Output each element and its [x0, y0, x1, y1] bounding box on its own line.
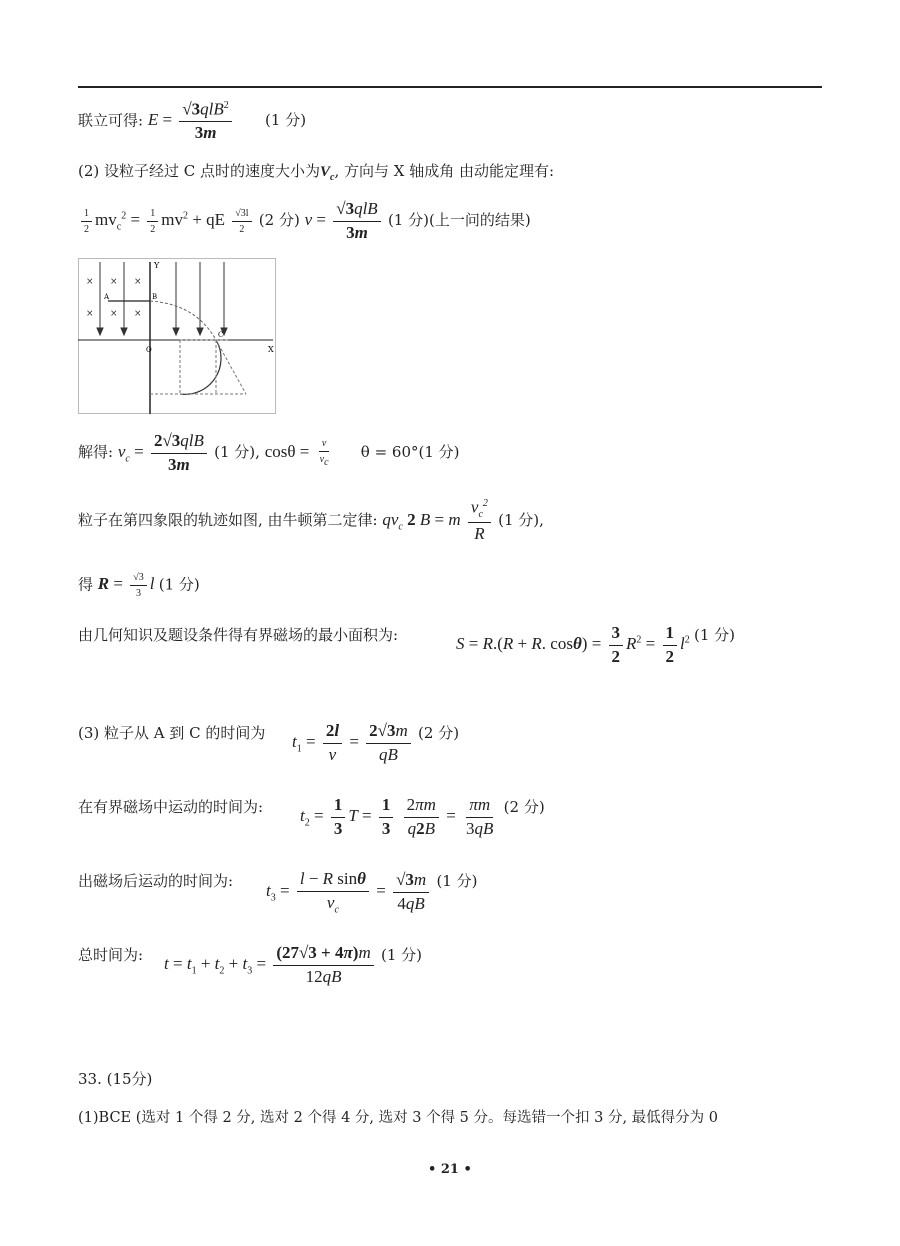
trajectory-figure — [78, 258, 278, 414]
x-label: X — [268, 345, 274, 354]
svg-text:×: × — [134, 309, 142, 319]
score-2a: (2 分) — [258, 211, 300, 230]
q33-answer: (1)BCE (选对 1 个得 2 分, 选对 2 个得 4 分, 选对 3 个得 5 分。每选错一个扣 3 分, 最低得分为 0 — [78, 1110, 719, 1126]
part3-text: (3) 粒子从 A 到 C 的时间为 — [78, 724, 266, 742]
page-number: • 21 • — [428, 1162, 472, 1177]
t2-text: 在有界磁场中运动的时间为: — [78, 798, 264, 816]
orbit-text: 粒子在第四象限的轨迹如图, 由牛顿第二定律: — [78, 510, 378, 529]
formula-t2: $t_2$ = $\frac{1}{3}$ T = $\frac{1}{3}$ $\frac{2\pi m}{q2B}$ = $\frac{\pi m}{3qB}$ — [300, 795, 494, 838]
area-text: 由几何知识及题设条件得有界磁场的最小面积为: — [78, 626, 399, 644]
formula-newton: $qv_c$ 2 B = m $\frac{v_c^2}{R}$ — [382, 510, 498, 529]
score-1: (1 分) — [265, 111, 307, 130]
vc-sub: c — [330, 172, 335, 183]
part2-text: (2) 设粒子经过 C 点时的速度大小为 — [78, 162, 321, 180]
b-label: B — [152, 293, 158, 301]
score-t2: (2 分) — [503, 798, 545, 816]
formula-total: $t = t_1 + t_2 + t_3$ = $\frac{(27√3 + 4\pi)m}{12qB}$ — [164, 954, 381, 973]
formula-v: v = $\frac{\text{√3qlB}}{3m}$ — [305, 210, 388, 229]
part2-intro — [78, 160, 554, 183]
area-formula-line — [456, 624, 735, 666]
radius-line — [78, 572, 200, 599]
svg-text:×: × — [86, 277, 94, 287]
total-text-line — [78, 944, 143, 965]
score-orbit: (1 分), — [498, 510, 544, 529]
t2-text-line — [78, 796, 263, 817]
formula-vc: $v_c$ = $\frac{\text{2√3qlB}}{3m}$ — [118, 442, 214, 461]
formula-cos: cosθ = $\frac{v}{v_c}$ — [264, 438, 329, 469]
t2-formula-line — [300, 796, 545, 838]
part3-text-line — [78, 722, 265, 743]
radius-text: 得 — [78, 575, 94, 594]
area-text-line — [78, 624, 398, 645]
score-2b: (1 分) — [387, 211, 429, 230]
total-formula-line — [164, 944, 422, 986]
formula-E: E = $\frac{√3qlB^2}{3m}$ — [148, 110, 239, 129]
y-label: Y — [154, 261, 160, 270]
svg-text:×: × — [134, 277, 142, 287]
svg-text:×: × — [110, 277, 118, 287]
formula-t1: $t_1$ = $\frac{2l}{v}$ = $\frac{2√3m}{qB}$ — [292, 732, 418, 751]
part2-text2: , 方向与 X 轴成角 由动能定理有: — [334, 162, 555, 180]
svg-text:×: × — [110, 309, 118, 319]
score-t3: (1 分) — [436, 872, 478, 890]
t3-formula-line — [266, 870, 477, 915]
q33-title: 33. (15分) — [78, 1070, 153, 1088]
formula-energy: $\frac{1}{2}$ $mv_c^2$ = $\frac{1}{2}$ $mv^2$ + qE $\frac{√3l}{2}$ — [78, 210, 259, 229]
score-radius: (1 分) — [158, 575, 200, 594]
vc-symbol: V — [320, 164, 331, 180]
energy-equation — [78, 200, 531, 242]
formula-t3: $t_3$ = $\frac{\text{l − R sinθ}}{v_c}$ = $\frac{√3m}{4qB}$ — [266, 881, 436, 900]
note-prev: (上一问的结果) — [428, 211, 531, 230]
header-rule — [78, 86, 822, 88]
score-total: (1 分) — [380, 946, 423, 964]
score-t1: (2 分) — [418, 724, 460, 742]
t3-text-line — [78, 870, 233, 891]
score-solve: (1 分), — [214, 443, 260, 462]
t1-formula-line — [292, 722, 459, 764]
line-combine — [78, 100, 306, 143]
combine-label: 联立可得: — [78, 111, 144, 130]
o-label: O — [146, 346, 152, 354]
total-text: 总时间为: — [78, 946, 144, 964]
solve-label: 解得: — [78, 443, 114, 462]
svg-text:×: × — [86, 309, 94, 319]
theta-value: θ = 60°(1 分) — [360, 443, 460, 462]
formula-R: R = $\frac{√3}{3}$ l — [97, 572, 155, 599]
c-label: C — [218, 331, 224, 339]
solve-line — [78, 432, 460, 474]
formula-S: S = R.(R + R. cosθ) = $\frac{3}{2}$ $R^2$ = $\frac{1}{2}$ $l^2$ — [456, 623, 690, 666]
score-area: (1 分) — [694, 626, 736, 644]
a-label: A — [104, 293, 110, 301]
t3-text: 出磁场后运动的时间为: — [78, 872, 234, 890]
orbit-line — [78, 498, 544, 544]
